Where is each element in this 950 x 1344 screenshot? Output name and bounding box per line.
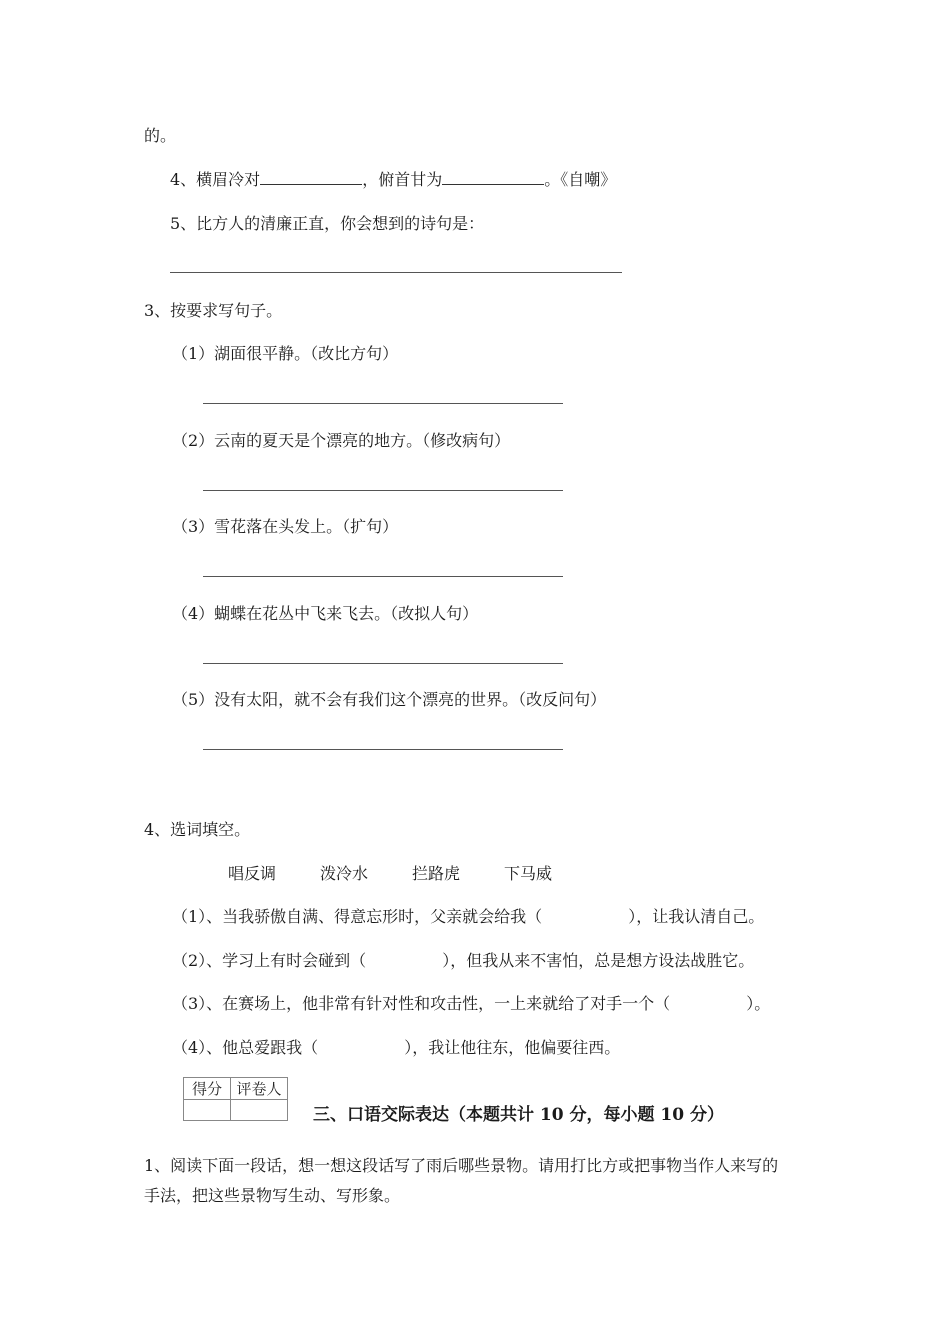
section-3-item: （1）湖面很平静。（改比方句） [172, 344, 399, 363]
score-cell[interactable] [184, 1100, 231, 1121]
fill-item [172, 1038, 620, 1058]
question-4-part1: 4、横眉冷对 [170, 170, 261, 189]
answer-line[interactable] [203, 490, 563, 491]
question-4-part3: 。《自嘲》 [544, 170, 617, 189]
question-4-part2: ，俯首甘为 [362, 170, 443, 189]
answer-line[interactable] [170, 272, 622, 273]
fill-item-before: （3）、在赛场上，他非常有针对性和攻击性，一上来就给了对手一个（ [172, 994, 671, 1013]
word-option: 唱反调 [228, 864, 277, 883]
score-label: 得分 [184, 1078, 231, 1100]
word-option: 拦路虎 [412, 864, 461, 883]
fill-item-after: ）。 [746, 994, 771, 1013]
part-3-heading: 三、口语交际表达（本题共计 10 分，每小题 10 分） [313, 1105, 724, 1125]
word-option: 泼冷水 [320, 864, 369, 883]
section-3-item: （2）云南的夏天是个漂亮的地方。（修改病句） [172, 431, 511, 450]
final-question-line: 手法，把这些景物写生动、写形象。 [144, 1186, 401, 1205]
fill-item-before: （2）、学习上有时会碰到（ [172, 951, 367, 970]
section-4-title: 4、选词填空。 [144, 820, 251, 839]
fill-item-after: ），但我从来不害怕，总是想方设法战胜它。 [442, 951, 755, 970]
fill-item-after: ），我让他往东，他偏要往西。 [404, 1038, 621, 1057]
question-4-line [170, 170, 616, 190]
section-3-item: （4）蝴蝶在花丛中飞来飞去。（改拟人句） [172, 604, 479, 623]
grader-cell[interactable] [231, 1100, 288, 1121]
answer-blank[interactable] [442, 170, 544, 185]
section-3-title: 3、按要求写句子。 [144, 301, 283, 320]
question-5-text: 5、比方人的清廉正直，你会想到的诗句是： [170, 214, 485, 233]
answer-line[interactable] [203, 576, 563, 577]
fill-item [172, 994, 770, 1014]
final-question-line: 1、阅读下面一段话，想一想这段话写了雨后哪些景物。请用打比方或把事物当作人来写的 [144, 1156, 779, 1175]
word-option: 下马威 [504, 864, 553, 883]
fill-item-after: ），让我认清自己。 [628, 907, 765, 926]
fill-item [172, 907, 764, 927]
section-3-item: （5）没有太阳，就不会有我们这个漂亮的世界。（改反问句） [172, 690, 607, 709]
fill-item-before: （4）、他总爱跟我（ [172, 1038, 319, 1057]
grader-label: 评卷人 [231, 1078, 288, 1100]
word-options [228, 864, 596, 884]
answer-line[interactable] [203, 749, 563, 750]
answer-blank[interactable] [260, 170, 362, 185]
fill-item-before: （1）、当我骄傲自满、得意忘形时，父亲就会给我（ [172, 907, 543, 926]
answer-line[interactable] [203, 663, 563, 664]
score-box [183, 1077, 288, 1121]
answer-line[interactable] [203, 403, 563, 404]
section-3-item: （3）雪花落在头发上。（扩句） [172, 517, 399, 536]
fill-item [172, 951, 754, 971]
text-fragment: 的。 [144, 126, 177, 145]
